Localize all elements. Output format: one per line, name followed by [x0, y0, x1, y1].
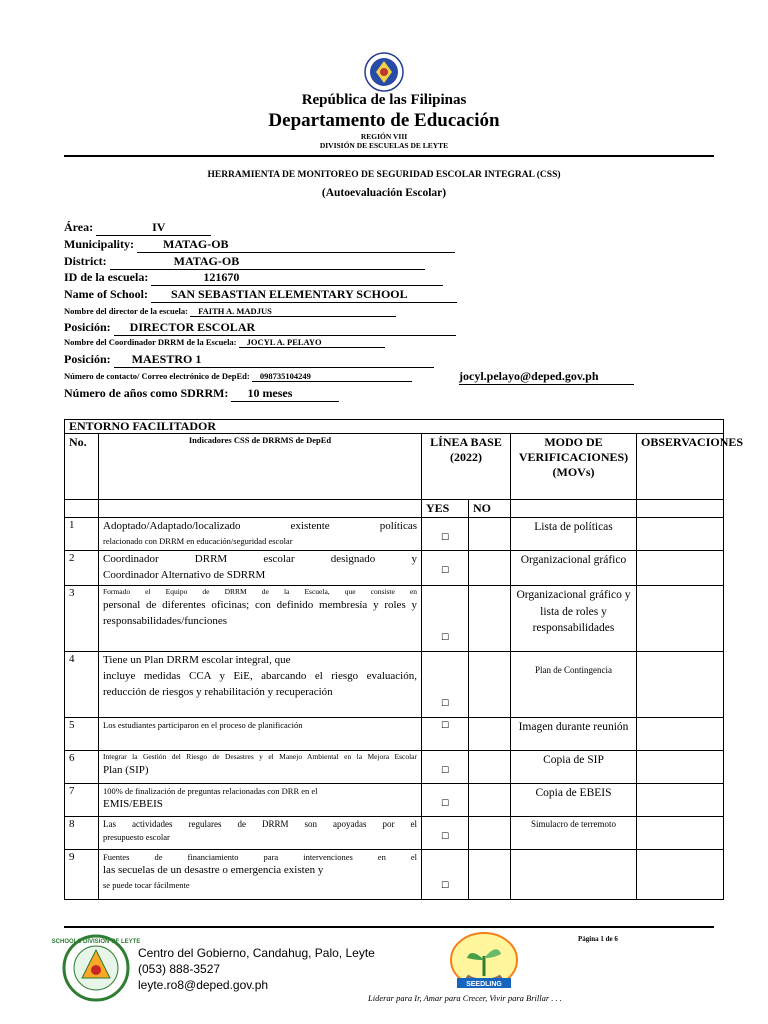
css-indicators-table — [64, 419, 744, 900]
indicator-cell: Formado el Equipo de DRRM de la Escuela, que consiste en personal de diferentes oficinas; con definido membresía y roles y responsabilidades/funciones — [99, 585, 422, 651]
contact-value: 098735104249 — [259, 371, 311, 381]
row-number: 5 — [65, 717, 99, 750]
division-heading: DIVISIÓN DE ESCUELAS DE LEYTE — [319, 141, 449, 150]
table-row — [65, 717, 724, 750]
region-heading: REGIÓN VIII — [360, 132, 408, 141]
area-field: Área: IV — [64, 220, 211, 236]
mov-cell — [511, 849, 637, 899]
coordinator-field: Nombre del Coordinador DRRM de la Escuela: JOCYL A. PELAYO — [64, 337, 385, 348]
col-no-header: No. — [65, 434, 99, 500]
table-row — [65, 585, 724, 651]
form-title: HERRAMIENTA DE MONITOREO DE SEGURIDAD ESCOLAR INTEGRAL (CSS) — [207, 170, 561, 180]
yes-checkbox[interactable] — [422, 551, 469, 586]
checkbox-icon: ☐ — [440, 765, 450, 776]
yes-checkbox[interactable] — [422, 518, 469, 551]
footer-motto: Liderar para Ir, Amar para Crecer, Vivir para Brillar . . . — [368, 993, 562, 1003]
indicator-cell: Fuentes de financiamiento para intervenciones en el las secuelas de un desastre o emergencia existen y se puede tocar fácilmente — [99, 849, 422, 899]
row-number: 4 — [65, 651, 99, 717]
republic-heading: República de las Filipinas — [301, 92, 467, 108]
observation-cell[interactable] — [637, 750, 724, 783]
municipality-field: Municipality: MATAG-OB — [64, 237, 455, 253]
table-row — [65, 750, 724, 783]
no-cell[interactable] — [469, 585, 511, 651]
mov-cell: Imagen durante reunión — [511, 717, 637, 750]
observation-cell[interactable] — [637, 783, 724, 816]
division-logo — [51, 934, 141, 1002]
email-field — [459, 369, 634, 385]
indicator-cell: Tiene un Plan DRRM escolar integral, que incluye medidas CCA y EiE, abarcando el riesgo evaluación, reducción de riesgos y rehabilitación y recuperación — [99, 651, 422, 717]
table-row — [65, 849, 724, 899]
indicator-cell: Los estudiantes participaron en el proceso de planificación — [99, 717, 422, 750]
district-field: District: MATAG-OB — [64, 254, 425, 270]
indicator-cell: Coordinador DRRM escolar designado y Coordinador Alternativo de SDRRM — [99, 551, 422, 586]
row-number: 7 — [65, 783, 99, 816]
mov-cell: Simulacro de terremoto — [511, 816, 637, 849]
footer-rule — [64, 926, 714, 928]
coordinator-value: JOCYL A. PELAYO — [246, 337, 322, 347]
form-subtitle: (Autoevaluación Escolar) — [321, 187, 447, 199]
contact-field: Número de contacto/ Correo electrónico de DepEd: 098735104249 — [64, 371, 412, 382]
yes-checkbox[interactable] — [422, 651, 469, 717]
indicator-cell: Adoptado/Adaptado/localizado existente políticas relacionado con DRRM en educación/seguridad escolar — [99, 518, 422, 551]
checkbox-icon: ☐ — [440, 533, 450, 543]
no-cell[interactable] — [469, 849, 511, 899]
no-cell[interactable] — [469, 783, 511, 816]
yes-header: YES — [422, 500, 469, 518]
footer-address: Centro del Gobierno, Candahug, Palo, Leyte — [138, 946, 375, 960]
position1-value: DIRECTOR ESCOLAR — [129, 320, 256, 334]
yes-checkbox[interactable] — [422, 750, 469, 783]
footer-phone: (053) 888-3527 — [138, 962, 221, 976]
mov-cell: Lista de políticas — [511, 518, 637, 551]
director-field: Nombre del director de la escuela: FAITH A. MADJUS — [64, 306, 396, 317]
checkbox-icon: ☐ — [440, 798, 450, 809]
mov-cell: Organizacional gráfico y lista de roles y responsabilidades — [511, 585, 637, 651]
position1-field: Posición: DIRECTOR ESCOLAR — [64, 320, 456, 336]
yes-checkbox[interactable] — [422, 717, 469, 750]
position2-value: MAESTRO 1 — [131, 352, 202, 366]
seedling-logo — [449, 932, 519, 990]
col-observations-header: OBSERVACIONES — [637, 434, 724, 500]
page-number: Página 1 de 6 — [578, 935, 618, 943]
col-mov-header: MODO DE VERIFICACIONES) (MOVs) — [511, 434, 637, 500]
row-number: 2 — [65, 551, 99, 586]
row-number: 8 — [65, 816, 99, 849]
yes-checkbox[interactable] — [422, 849, 469, 899]
no-header: NO — [469, 500, 511, 518]
observation-cell[interactable] — [637, 585, 724, 651]
district-value: MATAG-OB — [173, 254, 240, 268]
mov-cell: Organizacional gráfico — [511, 551, 637, 586]
school-name-value: SAN SEBASTIAN ELEMENTARY SCHOOL — [171, 287, 408, 301]
checkbox-icon: ☐ — [440, 831, 450, 842]
table-row — [65, 816, 724, 849]
checkbox-icon: ☐ — [440, 720, 450, 731]
no-cell[interactable] — [469, 551, 511, 586]
mov-cell: Copia de EBEIS — [511, 783, 637, 816]
row-number: 6 — [65, 750, 99, 783]
no-cell[interactable] — [469, 816, 511, 849]
mov-cell: Plan de Contingencia — [511, 651, 637, 717]
header-rule — [64, 155, 714, 157]
checkbox-icon: ☐ — [440, 698, 450, 709]
footer-contact — [138, 945, 375, 993]
yes-checkbox[interactable] — [422, 783, 469, 816]
col-baseline-header: LÍNEA BASE (2022) — [422, 434, 511, 500]
indicator-cell: Integrar la Gestión del Riesgo de Desastres y el Manejo Ambiental en la Mejora Escolar Plan (SIP) — [99, 750, 422, 783]
yes-checkbox[interactable] — [422, 816, 469, 849]
observation-cell[interactable] — [637, 816, 724, 849]
years-field: Número de años como SDRRM: 10 meses — [64, 386, 339, 402]
years-value: 10 meses — [247, 386, 293, 400]
school-id-value: 121670 — [203, 270, 240, 284]
footer-email[interactable]: leyte.ro8@deped.gov.ph — [138, 978, 269, 992]
checkbox-icon: ☐ — [440, 880, 450, 891]
svg-text:SEEDLING: SEEDLING — [466, 981, 502, 988]
no-cell[interactable] — [469, 518, 511, 551]
observation-cell[interactable] — [637, 849, 724, 899]
director-value: FAITH A. MADJUS — [198, 306, 272, 316]
no-cell[interactable] — [469, 717, 511, 750]
col-indicators-header: Indicadores CSS de DRRMS de DepEd — [99, 434, 422, 500]
table-row — [65, 783, 724, 816]
position2-field: Posición: MAESTRO 1 — [64, 352, 434, 368]
svg-text:SCHOOLS DIVISION OF LEYTE: SCHOOLS DIVISION OF LEYTE — [51, 939, 141, 945]
indicator-cell: Las actividades regulares de DRRM son apoyadas por el presupuesto escolar — [99, 816, 422, 849]
section-title: ENTORNO FACILITADOR — [65, 420, 724, 434]
yes-checkbox[interactable] — [422, 585, 469, 651]
email-value: jocyl.pelayo@deped.gov.ph — [459, 369, 634, 385]
row-number: 1 — [65, 518, 99, 551]
table-row — [65, 551, 724, 586]
department-heading: Departamento de Educación — [268, 110, 500, 131]
area-value: IV — [152, 220, 166, 234]
no-cell[interactable] — [469, 750, 511, 783]
checkbox-icon: ☐ — [440, 566, 450, 576]
row-number: 3 — [65, 585, 99, 651]
deped-seal — [364, 52, 404, 92]
observation-cell[interactable] — [637, 518, 724, 551]
school-name-field: Name of School: SAN SEBASTIAN ELEMENTARY SCHOOL — [64, 287, 457, 303]
checkbox-icon: ☐ — [440, 632, 450, 643]
mov-cell: Copia de SIP — [511, 750, 637, 783]
no-cell[interactable] — [469, 651, 511, 717]
table-row — [65, 651, 724, 717]
indicator-cell: 100% de finalización de preguntas relacionadas con DRR en el EMIS/EBEIS — [99, 783, 422, 816]
row-number: 9 — [65, 849, 99, 899]
observation-cell[interactable] — [637, 717, 724, 750]
observation-cell[interactable] — [637, 551, 724, 586]
municipality-value: MATAG-OB — [163, 237, 229, 251]
school-id-field: ID de la escuela: 121670 — [64, 270, 443, 286]
observation-cell[interactable] — [637, 651, 724, 717]
table-row — [65, 518, 724, 551]
